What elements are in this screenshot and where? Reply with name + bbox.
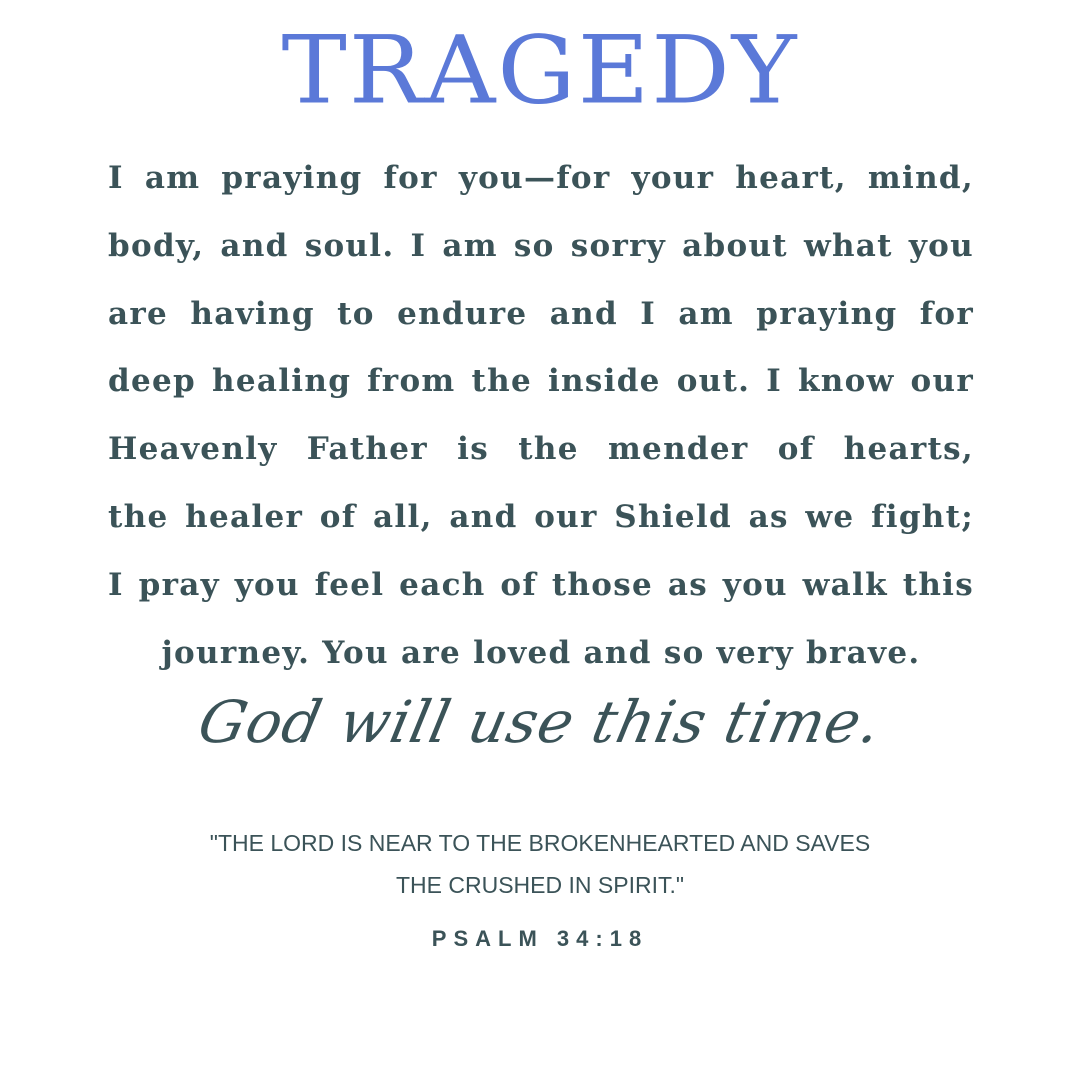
prayer-line: deep healing from the inside out. I know our xyxy=(108,363,974,400)
prayer-line: I am praying for you—for your heart, mind, xyxy=(108,160,974,196)
prayer-line: I pray you feel each of those as you walk this xyxy=(108,566,974,603)
prayer-line: Heavenly Father is the mender of hearts, xyxy=(108,431,974,468)
scripture-line: THE CRUSHED IN SPIRIT." xyxy=(395,872,685,898)
prayer-line: the healer of all, and our Shield as we fight; xyxy=(108,498,974,535)
scripture-reference: PSALM 34:18 xyxy=(431,926,649,951)
scripture-line: "THE LORD IS NEAR TO THE BROKENHEARTED AND SAVES xyxy=(209,830,871,856)
prayer-line: body, and soul. I am so sorry about what you xyxy=(108,227,974,264)
handwritten-signature: God will use this time. xyxy=(192,688,888,756)
scripture-quote xyxy=(0,822,1080,906)
prayer-line: are having to endure and I am praying for xyxy=(108,295,974,332)
prayer-line: journey. You are loved and so very brave. xyxy=(161,634,921,671)
title-heading: TRAGEDY xyxy=(281,16,799,126)
prayer-paragraph xyxy=(108,148,974,690)
